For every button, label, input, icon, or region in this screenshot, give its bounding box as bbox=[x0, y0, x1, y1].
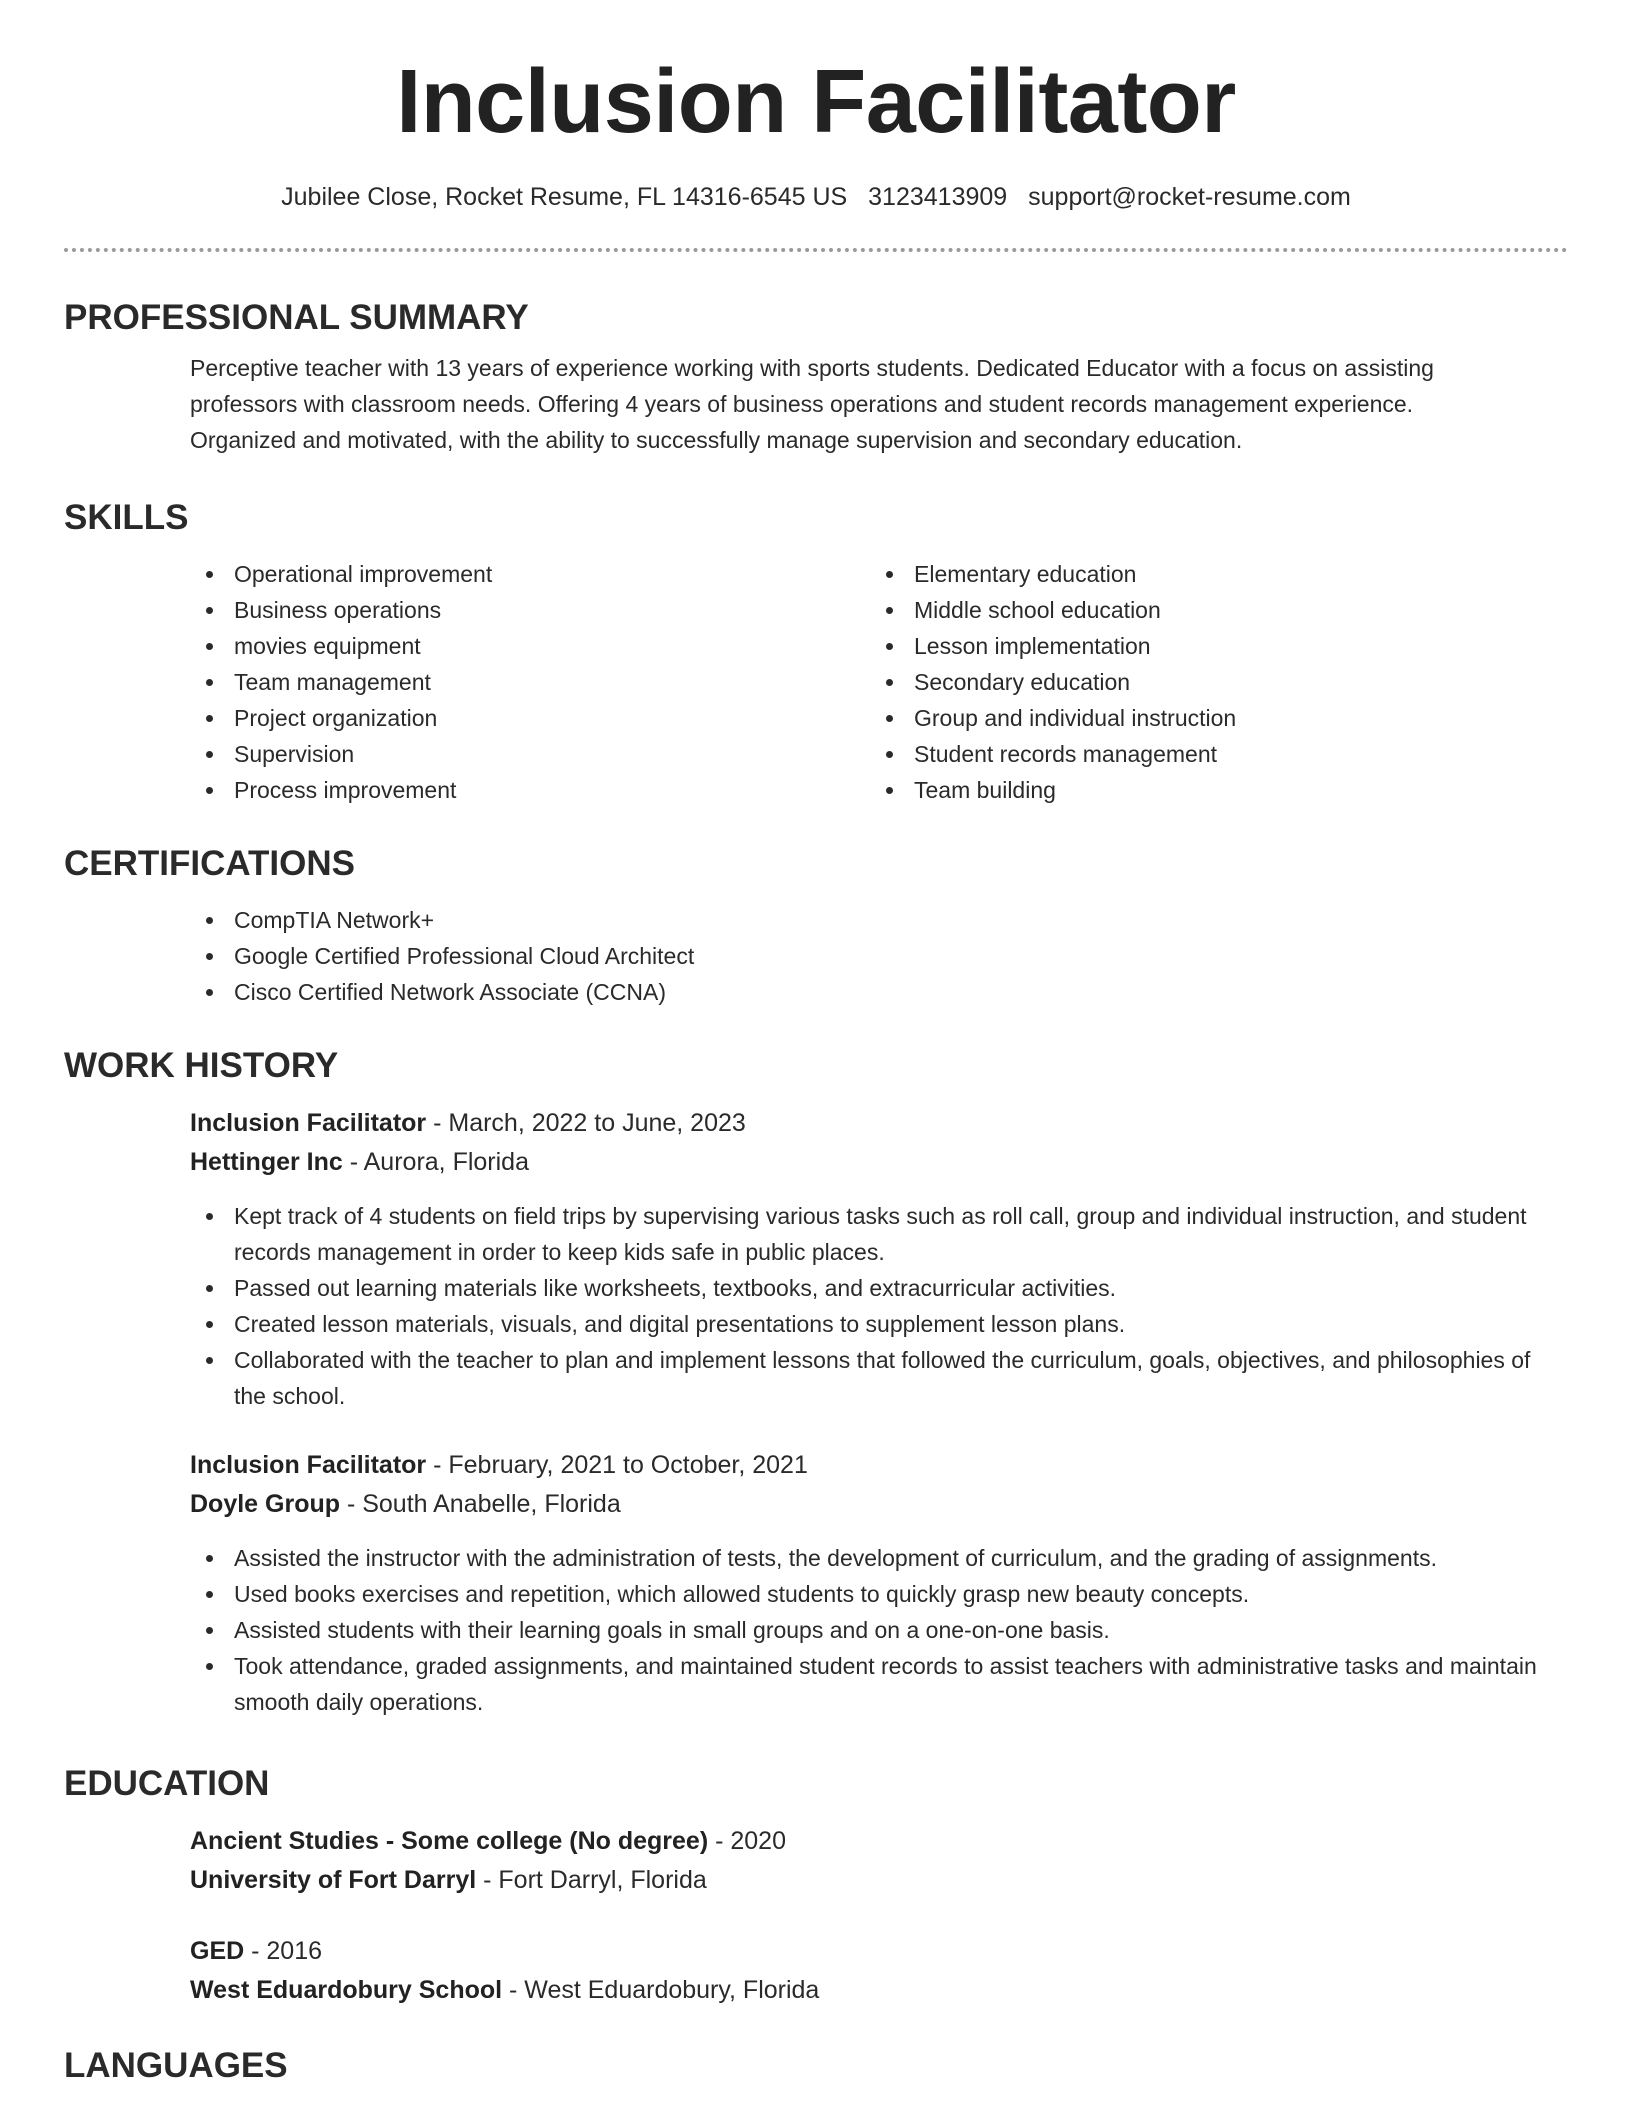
education-degree-line bbox=[190, 1932, 1568, 1971]
job-role-line bbox=[190, 1104, 1568, 1143]
skill-item: Process improvement bbox=[190, 772, 870, 808]
education-school: West Eduardobury School bbox=[190, 1976, 503, 2004]
summary-section bbox=[64, 296, 1568, 458]
education-entry bbox=[190, 1822, 1568, 1900]
languages-title: LANGUAGES bbox=[64, 2046, 288, 2085]
skills-list-left bbox=[190, 556, 870, 808]
education-year: - 2016 bbox=[244, 1937, 323, 1965]
skill-item: Group and individual instruction bbox=[870, 700, 1550, 736]
job-bullet: Collaborated with the teacher to plan and implement lessons that followed the curriculum, goals, objectives, and philosophies of the school. bbox=[190, 1342, 1568, 1414]
work-history-title: WORK HISTORY bbox=[64, 1046, 339, 1085]
job-role: Inclusion Facilitator bbox=[190, 1451, 427, 1479]
job-bullet: Kept track of 4 students on field trips by supervising various tasks such as roll call, group and individual instruction, and student records management in order to keep kids safe in public places. bbox=[190, 1198, 1568, 1270]
job-company: Hettinger Inc bbox=[190, 1148, 343, 1176]
certifications-section bbox=[64, 842, 1568, 1010]
summary-line: Perceptive teacher with 13 years of experience working with sports students. Dedicated Educator with a focus on assisting bbox=[190, 355, 1434, 381]
work-history-section bbox=[64, 1044, 1568, 1720]
contact-email: support@rocket-resume.com bbox=[1028, 183, 1351, 211]
skills-list-right bbox=[870, 556, 1550, 808]
job-entry bbox=[190, 1104, 1568, 1414]
job-role-line bbox=[190, 1446, 1568, 1485]
skill-item: Lesson implementation bbox=[870, 628, 1550, 664]
job-bullets bbox=[190, 1198, 1568, 1414]
skill-item: movies equipment bbox=[190, 628, 870, 664]
skills-title: SKILLS bbox=[64, 498, 189, 537]
job-bullets bbox=[190, 1540, 1568, 1720]
education-section bbox=[64, 1762, 1568, 2010]
resume-name: Inclusion Facilitator bbox=[396, 52, 1236, 152]
summary-line: professors with classroom needs. Offering 4 years of business operations and student records management experience. bbox=[190, 391, 1414, 417]
job-company-line bbox=[190, 1143, 1568, 1182]
skill-item: Team management bbox=[190, 664, 870, 700]
education-school-line bbox=[190, 1861, 1568, 1900]
certification-item: Cisco Certified Network Associate (CCNA) bbox=[190, 974, 1568, 1010]
education-school-line bbox=[190, 1971, 1568, 2010]
skill-item: Student records management bbox=[870, 736, 1550, 772]
education-degree-line bbox=[190, 1822, 1568, 1861]
job-dates: - March, 2022 to June, 2023 bbox=[426, 1109, 746, 1137]
skill-item: Supervision bbox=[190, 736, 870, 772]
summary-text bbox=[190, 350, 1568, 458]
job-entry bbox=[190, 1446, 1568, 1720]
job-company: Doyle Group bbox=[190, 1490, 341, 1518]
skill-item: Operational improvement bbox=[190, 556, 870, 592]
job-bullet: Took attendance, graded assignments, and maintained student records to assist teachers with administrative tasks and maintain smooth daily operations. bbox=[190, 1648, 1568, 1720]
education-entry bbox=[190, 1932, 1568, 2010]
job-bullet: Passed out learning materials like worksheets, textbooks, and extracurricular activities. bbox=[190, 1270, 1568, 1306]
job-dates: - February, 2021 to October, 2021 bbox=[426, 1451, 808, 1479]
skill-item: Project organization bbox=[190, 700, 870, 736]
contact-line bbox=[64, 180, 1568, 214]
summary-title: PROFESSIONAL SUMMARY bbox=[64, 298, 529, 337]
education-school: University of Fort Darryl bbox=[190, 1866, 477, 1894]
certifications-list bbox=[190, 902, 1568, 1010]
skill-item: Business operations bbox=[190, 592, 870, 628]
education-location: - Fort Darryl, Florida bbox=[476, 1866, 707, 1894]
skills-columns bbox=[190, 556, 1568, 808]
contact-phone: 3123413909 bbox=[868, 183, 1008, 211]
skill-item: Secondary education bbox=[870, 664, 1550, 700]
skill-item: Elementary education bbox=[870, 556, 1550, 592]
job-bullet: Assisted students with their learning goals in small groups and on a one-on-one basis. bbox=[190, 1612, 1568, 1648]
job-bullet: Created lesson materials, visuals, and digital presentations to supplement lesson plans. bbox=[190, 1306, 1568, 1342]
skill-item: Middle school education bbox=[870, 592, 1550, 628]
skill-item: Team building bbox=[870, 772, 1550, 808]
education-degree: GED bbox=[190, 1937, 245, 1965]
job-company-line bbox=[190, 1485, 1568, 1524]
certification-item: Google Certified Professional Cloud Architect bbox=[190, 938, 1568, 974]
skills-section bbox=[64, 496, 1568, 808]
job-location: - Aurora, Florida bbox=[342, 1148, 529, 1176]
header-divider bbox=[64, 248, 1568, 252]
job-location: - South Anabelle, Florida bbox=[340, 1490, 621, 1518]
summary-line: Organized and motivated, with the ability to successfully manage supervision and secondary education. bbox=[190, 427, 1243, 453]
job-bullet: Used books exercises and repetition, which allowed students to quickly grasp new beauty concepts. bbox=[190, 1576, 1568, 1612]
education-location: - West Eduardobury, Florida bbox=[502, 1976, 820, 2004]
job-role: Inclusion Facilitator bbox=[190, 1109, 427, 1137]
contact-address: Jubilee Close, Rocket Resume, FL 14316-6545 US bbox=[281, 183, 848, 211]
certifications-title: CERTIFICATIONS bbox=[64, 844, 356, 883]
education-title: EDUCATION bbox=[64, 1764, 270, 1803]
education-degree: Ancient Studies - Some college (No degree) bbox=[190, 1827, 709, 1855]
resume-page bbox=[64, 0, 1568, 2085]
languages-section bbox=[64, 2044, 1568, 2088]
job-bullet: Assisted the instructor with the administration of tests, the development of curriculum, and the grading of assignments. bbox=[190, 1540, 1568, 1576]
certification-item: CompTIA Network+ bbox=[190, 902, 1568, 938]
education-year: - 2020 bbox=[708, 1827, 786, 1855]
